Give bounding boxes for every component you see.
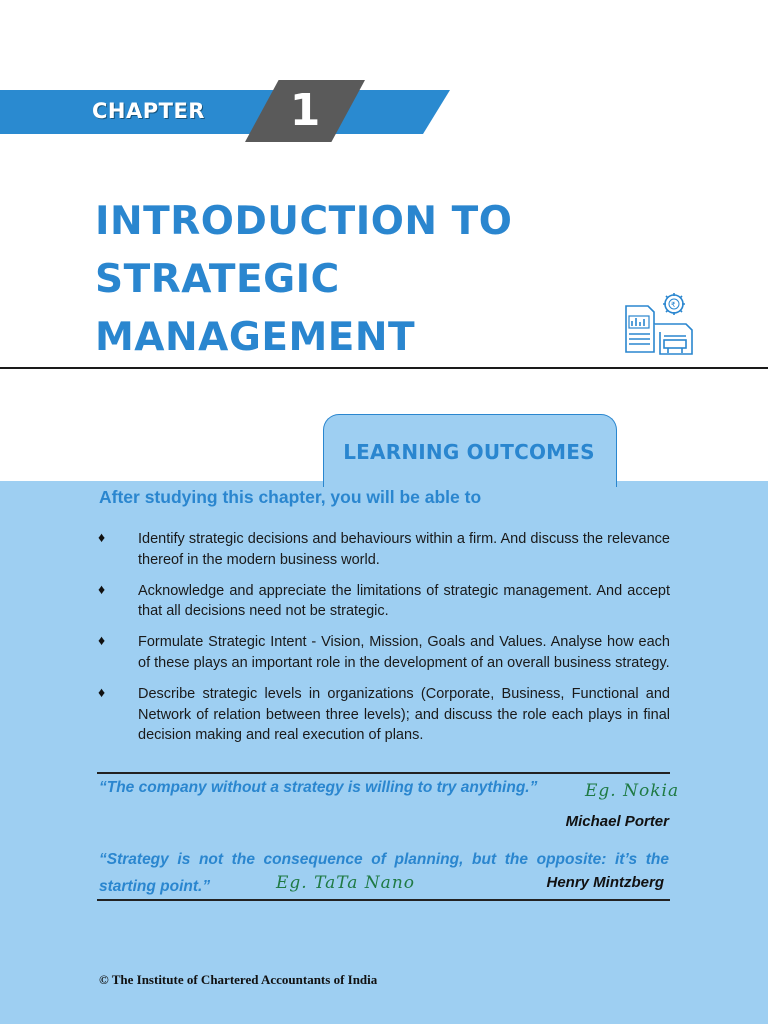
chapter-title-line-3: MANAGEMENT	[95, 315, 416, 360]
chapter-title	[95, 193, 595, 367]
outcome-text: Describe strategic levels in organizations (Corporate, Business, Functional and Network of relation between three levels); and discuss the role each plays in final decision making and real execution of plans.	[138, 685, 670, 744]
learning-outcomes-heading: LEARNING OUTCOMES	[343, 440, 595, 464]
outcomes-intro: After studying this chapter, you will be able to	[99, 487, 482, 507]
chapter-number: 1	[289, 85, 321, 136]
chapter-banner	[0, 90, 450, 134]
bullet-diamond-icon: ♦	[98, 632, 106, 649]
list-item	[98, 581, 670, 623]
quote-mintzberg: “Strategy is not the consequence of planning, but the opposite: it’s the starting point.”	[99, 851, 669, 895]
list-item	[98, 529, 670, 571]
quote-divider-bottom	[97, 899, 670, 901]
strategy-document-icon	[620, 292, 698, 356]
bullet-diamond-icon: ♦	[98, 683, 106, 700]
list-item	[98, 684, 670, 746]
handwritten-note-1: Eg. Nokia	[585, 781, 680, 801]
outcomes-list	[98, 529, 670, 756]
list-item	[98, 632, 670, 674]
outcome-text: Identify strategic decisions and behaviours within a firm. And discuss the relevance thereof in the modern business world.	[138, 531, 670, 568]
chapter-title-line-1: INTRODUCTION TO	[95, 199, 513, 244]
quote-porter: “The company without a strategy is willing to try anything.”	[99, 779, 538, 796]
outcome-text: Formulate Strategic Intent - Vision, Mission, Goals and Values. Analyse how each of these plays an important role in the development of an overall business strategy.	[138, 634, 670, 671]
chapter-label: CHAPTER	[92, 99, 205, 123]
handwritten-note-2: Eg. TaTa Nano	[276, 873, 416, 893]
outcome-text: Acknowledge and appreciate the limitations of strategic management. And accept that all decisions need not be strategic.	[138, 582, 670, 620]
quote-author-porter: Michael Porter	[565, 813, 669, 830]
bullet-diamond-icon: ♦	[98, 580, 106, 597]
bullet-diamond-icon: ♦	[98, 529, 106, 545]
svg-text:₹: ₹	[671, 301, 676, 309]
quote-divider-top	[97, 772, 670, 774]
header-divider	[0, 367, 768, 369]
footer-copyright: © The Institute of Chartered Accountants of India	[99, 972, 378, 987]
quote-author-mintzberg: Henry Mintzberg	[546, 874, 664, 891]
chapter-title-line-2: STRATEGIC	[95, 257, 340, 302]
